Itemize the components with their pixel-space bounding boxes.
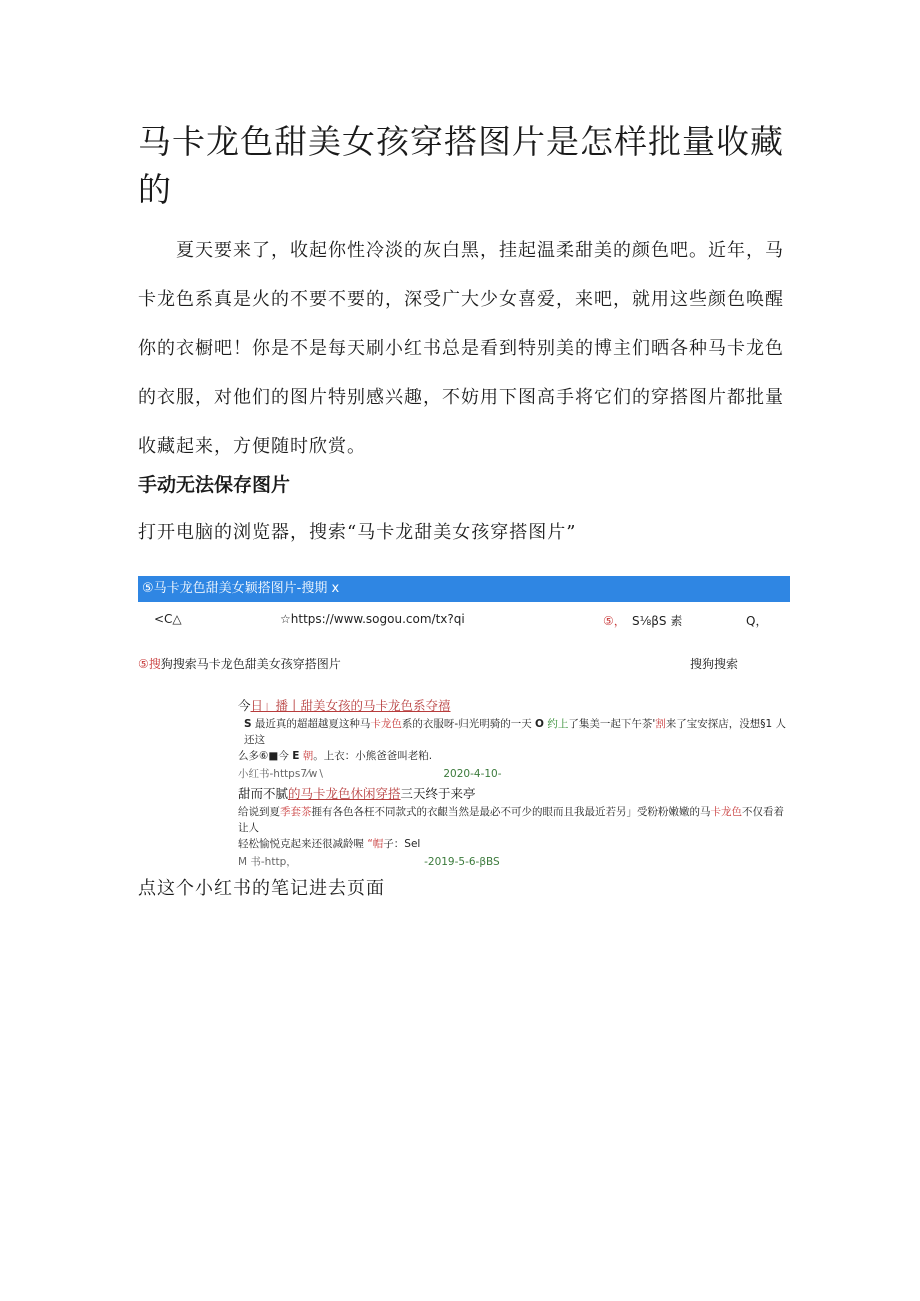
- result-snippet: [238, 804, 788, 836]
- step-instruction-search: 打开电脑的浏览器，搜索“马卡龙甜美女孩穿搭图片”: [138, 522, 577, 543]
- snippet-part: 子：Sel: [383, 838, 421, 850]
- result-title-prefix: 今: [238, 698, 251, 713]
- section-heading: 手动无法保存图片: [138, 474, 291, 496]
- search-query-bar: [138, 655, 341, 672]
- snippet-part: 来了宝安探店，没想§1 人还这: [244, 718, 786, 746]
- browser-screenshot: [138, 576, 790, 868]
- result-source[interactable]: 小红书-https7⁄w∖: [238, 768, 325, 780]
- result-title-prefix: 甜而不腻: [238, 786, 289, 801]
- snippet-part: 不仅看着让人: [238, 806, 784, 834]
- snippet-part: 。上衣：小熊爸爸叫老粕.: [313, 750, 433, 762]
- address-bar[interactable]: ☆https://www.sogou.com/tx?qi: [280, 612, 465, 626]
- snippet-part: 了集美一起下午茶': [568, 718, 656, 730]
- snippet-part: 系的衣服呀-归光明骑的一天: [401, 718, 532, 730]
- browser-tab-bar: [138, 576, 790, 602]
- search-query-text[interactable]: 狗搜索马卡龙色甜美女孩穿搭图片: [160, 657, 341, 671]
- result-snippet-line2: [238, 748, 788, 764]
- result-date: -2019-5-6-βBS: [424, 856, 500, 868]
- snippet-part: S: [244, 718, 252, 730]
- sogou-logo: ⑤搜: [138, 657, 161, 671]
- result-meta: [238, 854, 788, 869]
- result-snippet: [238, 716, 788, 748]
- result-title-link[interactable]: 的马卡龙色休闲穿搭: [288, 786, 401, 801]
- step-instruction-open-note: 点这个小红书的笔记进去页面: [138, 878, 385, 899]
- result-date: 2020-4-10-: [443, 768, 502, 780]
- result-title[interactable]: [238, 696, 788, 714]
- result-title[interactable]: [238, 784, 788, 802]
- snippet-highlight: “帽: [367, 838, 384, 850]
- snippet-highlight: 约上: [547, 718, 569, 730]
- result-source[interactable]: M 书-http，: [238, 856, 297, 868]
- snippet-part: E: [292, 750, 300, 762]
- snippet-part: 捱有各色各枉不同款式的衣齦当然是最必不可少的眼而且我最近若另」受粉粉嫩嫩的马: [311, 806, 711, 818]
- search-icon[interactable]: Q，: [746, 614, 768, 628]
- snippet-part: 轻松愉悦克起来还很减龄喔: [238, 838, 364, 850]
- snippet-part: 给说到夏: [238, 806, 280, 818]
- nav-buttons[interactable]: <C△: [154, 612, 182, 626]
- result-meta: [238, 766, 788, 781]
- result-title-suffix: 三天终于来亭: [400, 786, 476, 801]
- snippet-part: 最近真的超超越夏这种马: [254, 718, 371, 730]
- result-snippet-line2: [238, 836, 788, 852]
- article-title: 马卡龙色甜美女孩穿搭图片是怎样批量收藏的: [138, 122, 784, 209]
- intro-paragraph: 夏天要来了，收起你性冷淡的灰白黑，挂起温柔甜美的颜色吧。近年，马卡龙色系真是火的不要不要的，深受广大少女喜爱，来吧，就用这些颜色唤醒你的衣橱吧！你是不是每天刷小红书总是看到特别美的博主们晒各种马卡龙色的衣服，对他们的图片特别感兴趣，不妨用下图高手将它们的穿搭图片都批量收藏起来，方便随时欣赏。: [138, 240, 784, 457]
- snippet-part: O: [535, 718, 544, 730]
- snippet-part: 么多⑥■今: [238, 750, 289, 762]
- snippet-highlight: 卡龙色: [370, 718, 402, 730]
- snippet-highlight: 割: [655, 718, 666, 730]
- sogou-search-button[interactable]: 搜狗搜索: [690, 657, 739, 671]
- result-title-link[interactable]: 日」播丨甜美女孩的马卡龙色系夺禧: [250, 698, 451, 713]
- search-result-1: [238, 696, 788, 781]
- browser-tab[interactable]: ⑤马卡龙色甜美女颖搭图片-搜期 x: [142, 581, 340, 596]
- search-engine-label[interactable]: S⅛βS 素: [632, 614, 683, 628]
- snippet-highlight: 朝: [302, 750, 314, 762]
- search-engine-icon: ⑤，: [603, 614, 626, 628]
- snippet-highlight: 卡龙色: [710, 806, 742, 818]
- search-result-2: [238, 784, 788, 869]
- snippet-highlight: 季套茶: [280, 806, 312, 818]
